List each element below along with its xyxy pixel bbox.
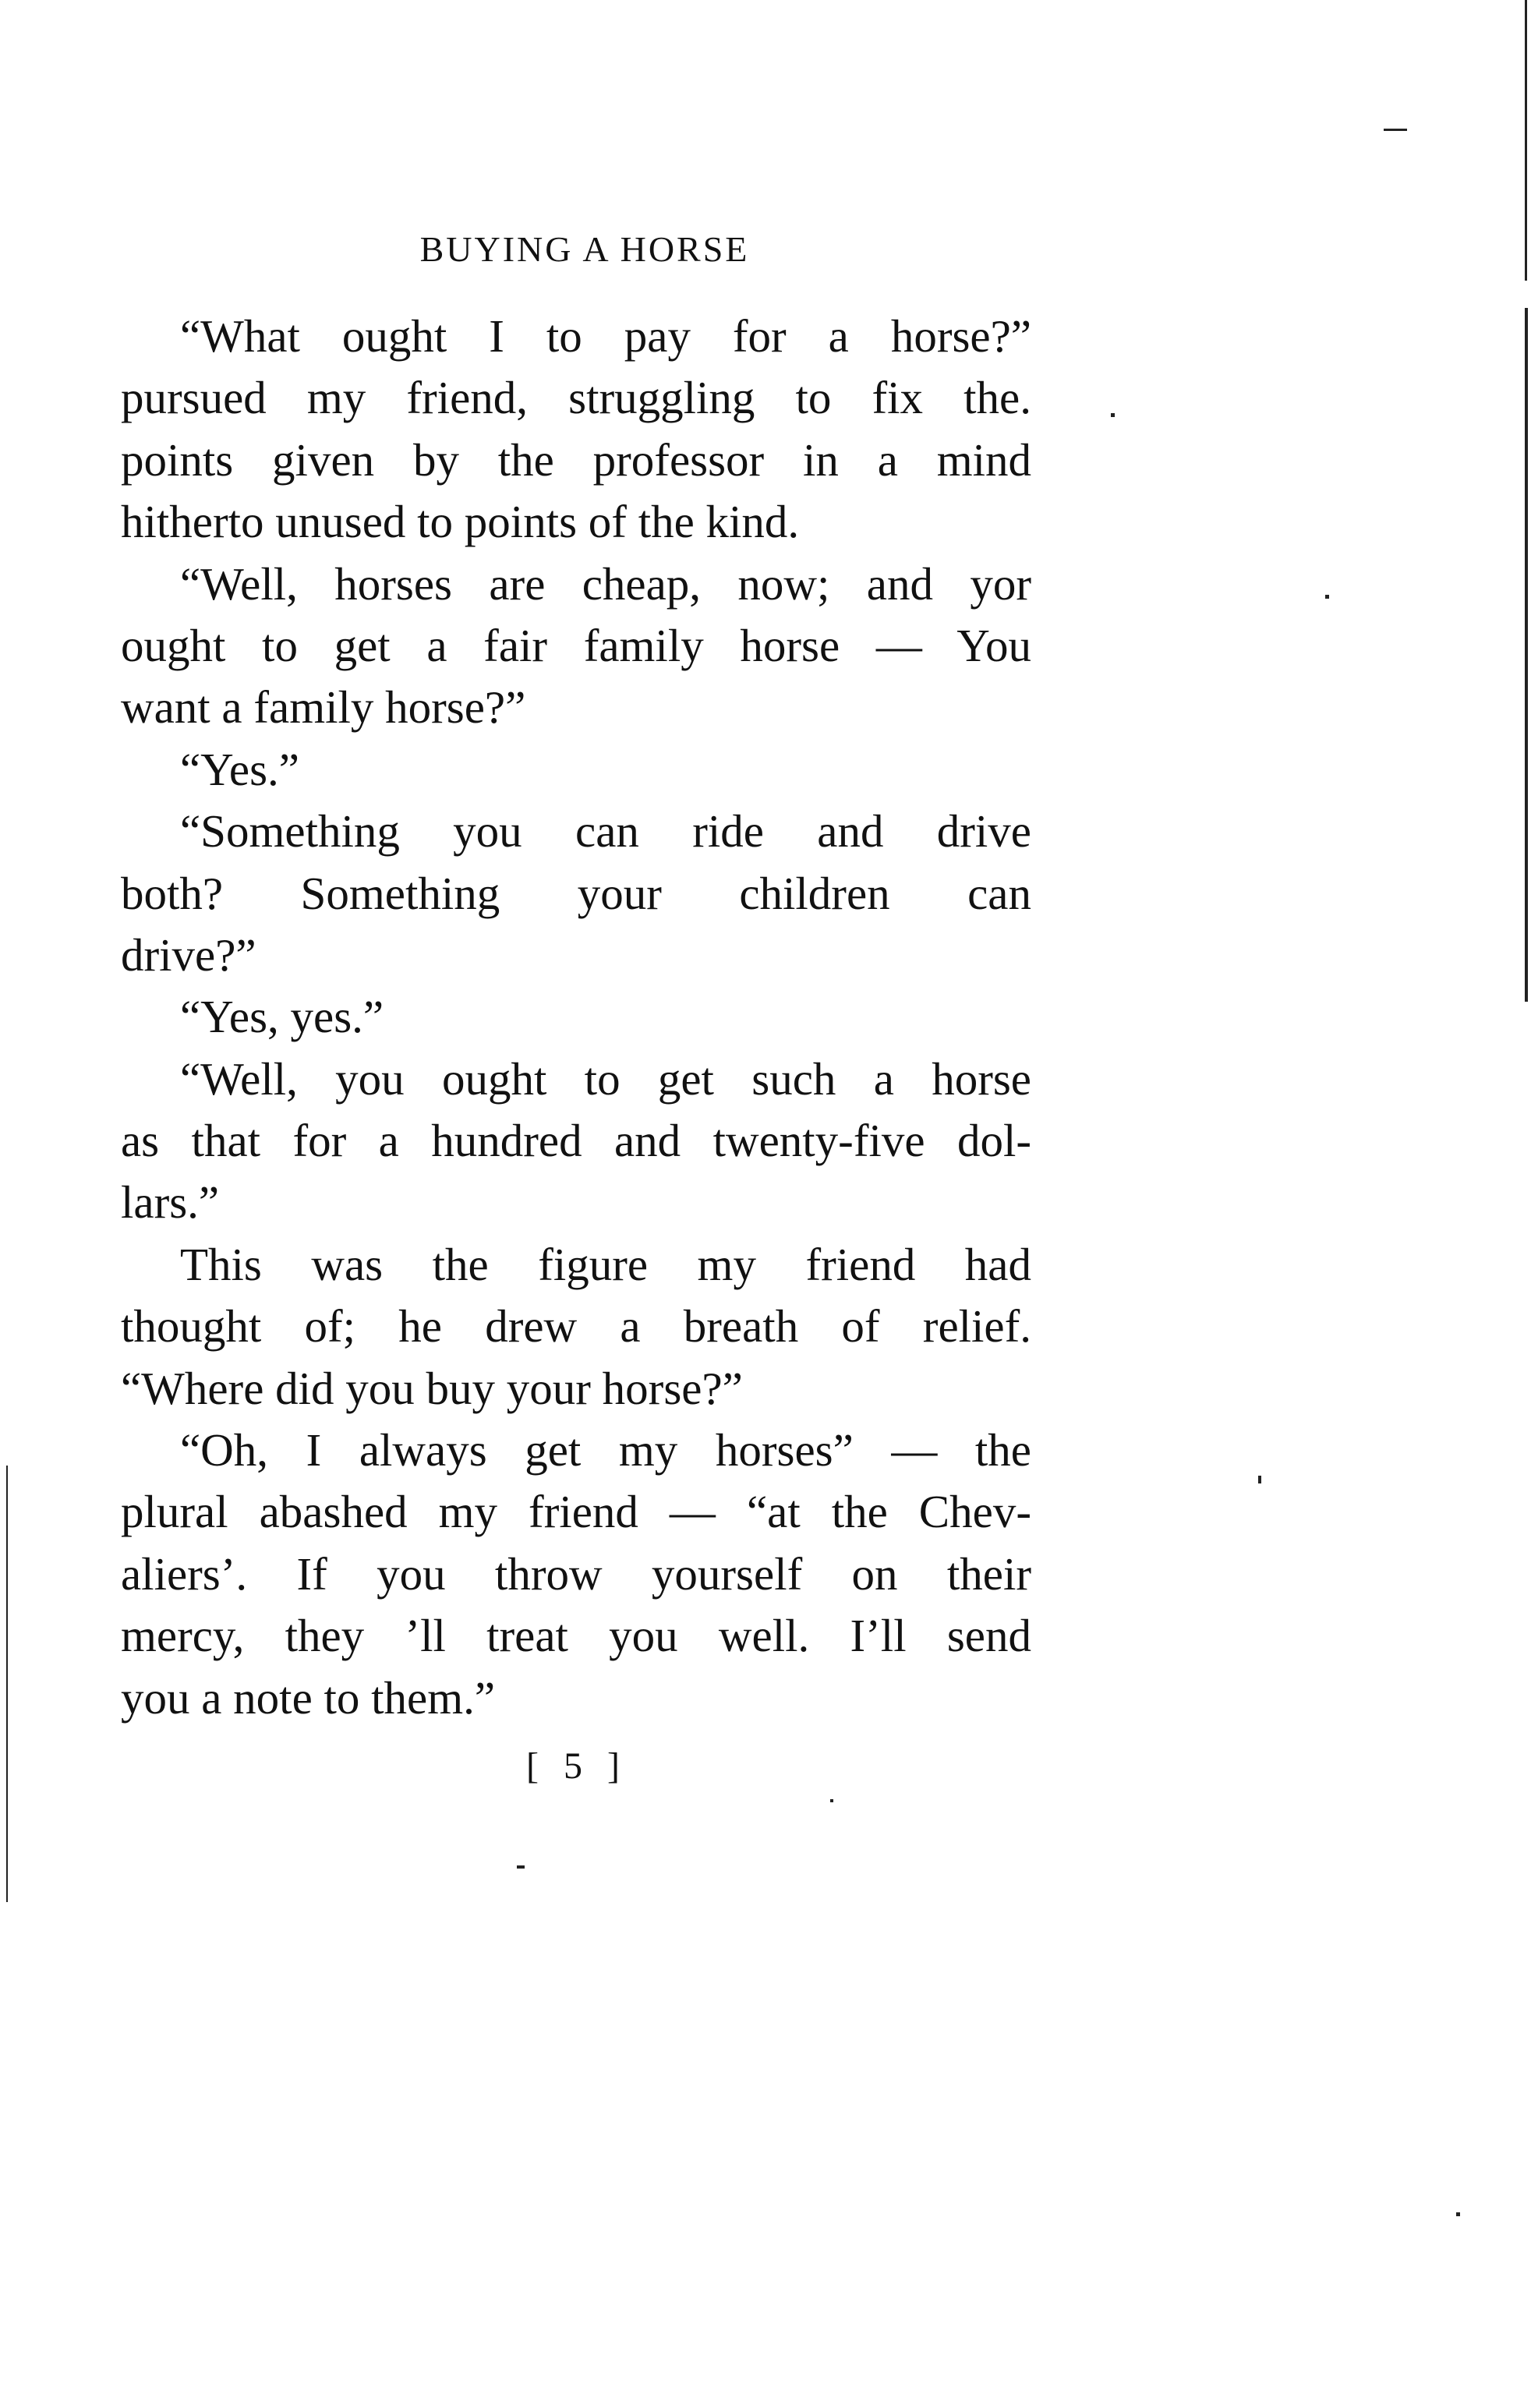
text-line: “Yes, yes.” xyxy=(180,991,384,1043)
scan-edge-mark xyxy=(6,1466,8,1902)
scan-speck xyxy=(830,1799,833,1802)
text-line: points given by the professor in a mind xyxy=(121,433,1031,486)
text-line: as that for a hundred and twenty-five dol- xyxy=(121,1115,1031,1167)
scan-edge-mark xyxy=(1525,308,1528,1002)
text-line: lars.” xyxy=(121,1176,220,1229)
scan-speck xyxy=(517,1865,525,1869)
text-line: both? Something your children can xyxy=(121,867,1031,919)
scan-speck xyxy=(1325,595,1329,599)
text-line: “Where did you buy your horse?” xyxy=(121,1362,743,1414)
text-line: want a family horse?” xyxy=(121,681,526,734)
text-line: ought to get a fair family horse — You xyxy=(121,619,1031,671)
text-line: mercy, they ’ll treat you well. I’ll send xyxy=(121,1610,1031,1662)
text-line: “Well, horses are cheap, now; and yor xyxy=(180,557,1031,610)
text-line: “Something you can ride and drive xyxy=(180,805,1031,857)
text-line: thought of; he drew a breath of relief. xyxy=(121,1300,1031,1353)
text-line: “What ought I to pay for a horse?” xyxy=(180,310,1031,362)
page-number: [ 5 ] xyxy=(526,1745,628,1787)
text-line: pursued my friend, struggling to fix the. xyxy=(121,372,1031,424)
text-line: drive?” xyxy=(121,928,256,981)
text-line: This was the figure my friend had xyxy=(180,1238,1031,1290)
text-line: you a note to them.” xyxy=(121,1671,496,1724)
text-line: “Well, you ought to get such a horse xyxy=(180,1052,1031,1105)
scan-speck xyxy=(1111,413,1115,417)
text-line: “Yes.” xyxy=(180,743,299,795)
text-line: plural abashed my friend — “at the Chev- xyxy=(121,1486,1031,1538)
scan-edge-mark xyxy=(1525,0,1527,281)
scan-speck xyxy=(1258,1476,1261,1483)
running-head: BUYING A HORSE xyxy=(419,229,750,269)
body-text xyxy=(121,306,1031,1729)
text-line: “Oh, I always get my horses” — the xyxy=(180,1424,1031,1476)
text-line: hitherto unused to points of the kind. xyxy=(121,496,800,548)
scan-speck xyxy=(1384,129,1407,131)
scan-speck xyxy=(1456,2212,1460,2216)
text-line: aliers’. If you throw yourself on their xyxy=(121,1547,1031,1600)
